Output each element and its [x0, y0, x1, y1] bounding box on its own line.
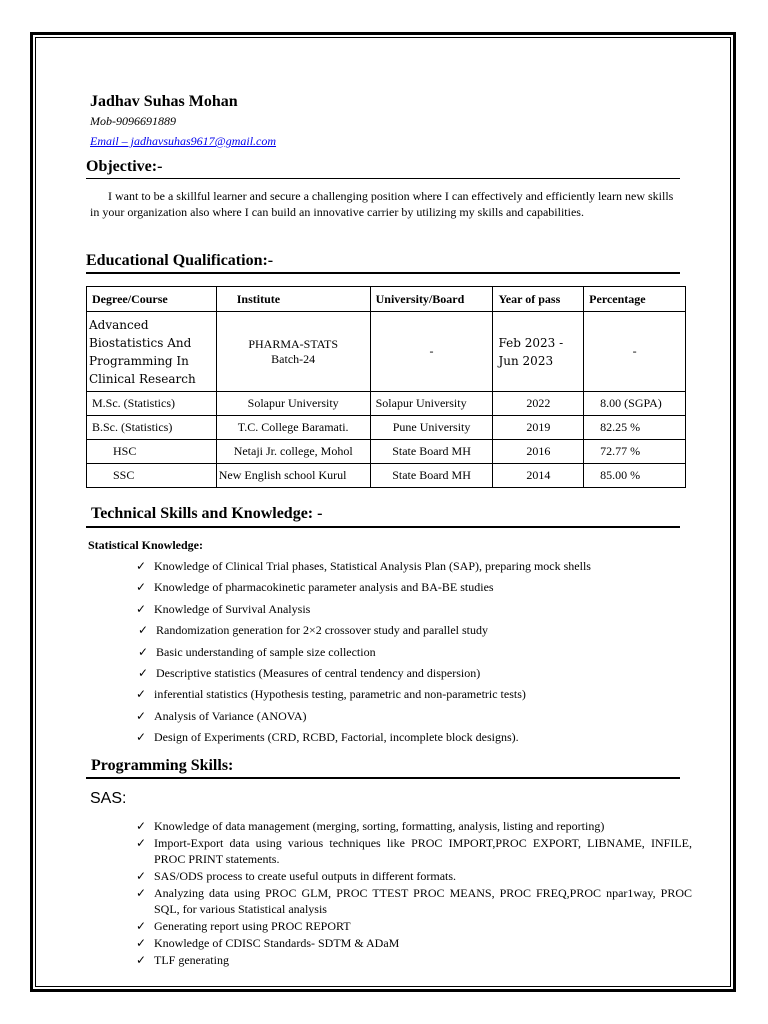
cell-institute: Netaji Jr. college, Mohol: [216, 440, 370, 464]
programming-rule: [86, 777, 680, 779]
list-item: [136, 601, 676, 622]
cell-board: -: [370, 312, 493, 392]
email-link[interactable]: Email – jadhavsuhas9617@gmail.com: [90, 134, 277, 148]
list-item-text: inferential statistics (Hypothesis testing, parametric and non-parametric tests): [154, 687, 526, 702]
check-icon: ✓: [136, 559, 147, 573]
cell-board: Pune University: [370, 416, 493, 440]
list-item-text: SAS/ODS process to create useful outputs in different formats.: [154, 869, 457, 883]
check-icon: ✓: [138, 644, 149, 659]
cell-year: 2014: [493, 464, 584, 488]
list-item: [136, 918, 692, 934]
list-item: [136, 885, 692, 917]
check-icon: ✓: [136, 687, 147, 702]
check-icon: ✓: [136, 819, 147, 833]
check-icon: ✓: [138, 665, 149, 680]
education-heading: Educational Qualification:-: [86, 252, 274, 269]
table-header-row: [87, 287, 686, 312]
list-item-text: Randomization generation for 2×2 crossover study and parallel study: [156, 623, 489, 638]
candidate-name: Jadhav Suhas Mohan: [90, 93, 238, 110]
list-item: [136, 622, 676, 643]
cell-board: State Board MH: [370, 464, 493, 488]
objective-rule: [86, 178, 680, 179]
list-item: [136, 868, 692, 884]
list-item-text: Generating report using PROC REPORT: [154, 919, 351, 933]
statistical-knowledge-heading: Statistical Knowledge:: [88, 538, 203, 552]
table-row: [87, 464, 686, 488]
list-item-text: Analysis of Variance (ANOVA): [154, 708, 307, 723]
table-row: [87, 392, 686, 416]
check-icon: ✓: [136, 708, 147, 723]
sas-skills-list: [136, 818, 692, 969]
cell-board: Solapur University: [370, 392, 493, 416]
cell-year: Feb 2023 - Jun 2023: [493, 312, 584, 392]
cell-institute: PHARMA-STATS Batch-24: [216, 312, 370, 392]
cell-percentage: 72.77 %: [584, 440, 686, 464]
check-icon: ✓: [136, 869, 147, 883]
check-icon: ✓: [136, 601, 147, 616]
list-item: [136, 644, 676, 665]
education-rule: [86, 272, 680, 274]
objective-heading: Objective:-: [86, 158, 163, 175]
cell-degree: HSC: [87, 440, 217, 464]
education-table: [86, 286, 686, 488]
list-item: [136, 729, 676, 750]
cell-percentage: 82.25 %: [584, 416, 686, 440]
list-item: [136, 708, 676, 729]
check-icon: ✓: [136, 836, 147, 850]
cell-year: 2022: [493, 392, 584, 416]
check-icon: ✓: [136, 580, 147, 595]
cell-degree: Advanced Biostatistics And Programming In Clinical Research: [87, 312, 217, 392]
list-item-text: Descriptive statistics (Measures of central tendency and dispersion): [156, 665, 481, 680]
list-item-text: Analyzing data using PROC GLM, PROC TTEST PROC MEANS, PROC FREQ,PROC npar1way, PROC SQL, for various Statistical analysis: [154, 886, 692, 916]
list-item: [136, 558, 676, 579]
cell-institute: T.C. College Baramati.: [216, 416, 370, 440]
list-item-text: TLF generating: [154, 953, 229, 967]
list-item: [136, 935, 692, 951]
list-item-text: Basic understanding of sample size collection: [156, 644, 376, 659]
list-item: [136, 579, 676, 600]
cell-institute: Solapur University: [216, 392, 370, 416]
cell-percentage: 85.00 %: [584, 464, 686, 488]
list-item: [136, 952, 692, 968]
list-item: [136, 665, 676, 686]
check-icon: ✓: [136, 730, 147, 745]
statistical-knowledge-list: [136, 558, 676, 751]
col-degree: Degree/Course: [87, 287, 217, 312]
list-item-text: Knowledge of CDISC Standards- SDTM & ADaM: [154, 936, 400, 950]
cell-year: 2016: [493, 440, 584, 464]
programming-skills-heading: Programming Skills:: [91, 757, 234, 774]
cell-year: 2019: [493, 416, 584, 440]
list-item: [136, 818, 692, 834]
list-item-text: Knowledge of Clinical Trial phases, Statistical Analysis Plan (SAP), preparing mock shells: [154, 559, 591, 573]
cell-degree: M.Sc. (Statistics): [87, 392, 217, 416]
check-icon: ✓: [136, 936, 147, 950]
check-icon: ✓: [136, 886, 147, 900]
list-item-text: Design of Experiments (CRD, RCBD, Factorial, incomplete block designs).: [154, 730, 519, 745]
cell-percentage: -: [584, 312, 686, 392]
col-institute: Institute: [216, 287, 370, 312]
technical-rule: [86, 526, 680, 528]
check-icon: ✓: [138, 623, 149, 638]
check-icon: ✓: [136, 953, 147, 967]
sas-heading: SAS:: [90, 790, 127, 807]
list-item-text: Knowledge of data management (merging, sorting, formatting, analysis, listing and reporting): [154, 819, 605, 833]
cell-percentage: 8.00 (SGPA): [584, 392, 686, 416]
cell-board: State Board MH: [370, 440, 493, 464]
list-item: [136, 686, 676, 707]
col-year: Year of pass: [493, 287, 584, 312]
cell-degree: SSC: [87, 464, 217, 488]
list-item: [136, 835, 692, 867]
mobile-number: Mob-9096691889: [90, 114, 176, 128]
table-row: [87, 440, 686, 464]
cell-degree: B.Sc. (Statistics): [87, 416, 217, 440]
col-board: University/Board: [370, 287, 493, 312]
cell-institute: New English school Kurul: [216, 464, 370, 488]
list-item-text: Import-Export data using various techniques like PROC IMPORT,PROC EXPORT, LIBNAME, INFILE, PROC PRINT statements.: [154, 836, 692, 866]
table-row: [87, 416, 686, 440]
check-icon: ✓: [136, 919, 147, 933]
table-row: [87, 312, 686, 392]
list-item-text: Knowledge of Survival Analysis: [154, 601, 311, 616]
objective-text: I want to be a skillful learner and secure a challenging position where I can effectively and efficiently learn new skills in your organization also where I can build an innovative carrier by utilizing my skills and capabilities.: [90, 189, 674, 219]
col-percentage: Percentage: [584, 287, 686, 312]
list-item-text: Knowledge of pharmacokinetic parameter analysis and BA-BE studies: [154, 580, 494, 595]
technical-skills-heading: Technical Skills and Knowledge: -: [91, 505, 323, 522]
